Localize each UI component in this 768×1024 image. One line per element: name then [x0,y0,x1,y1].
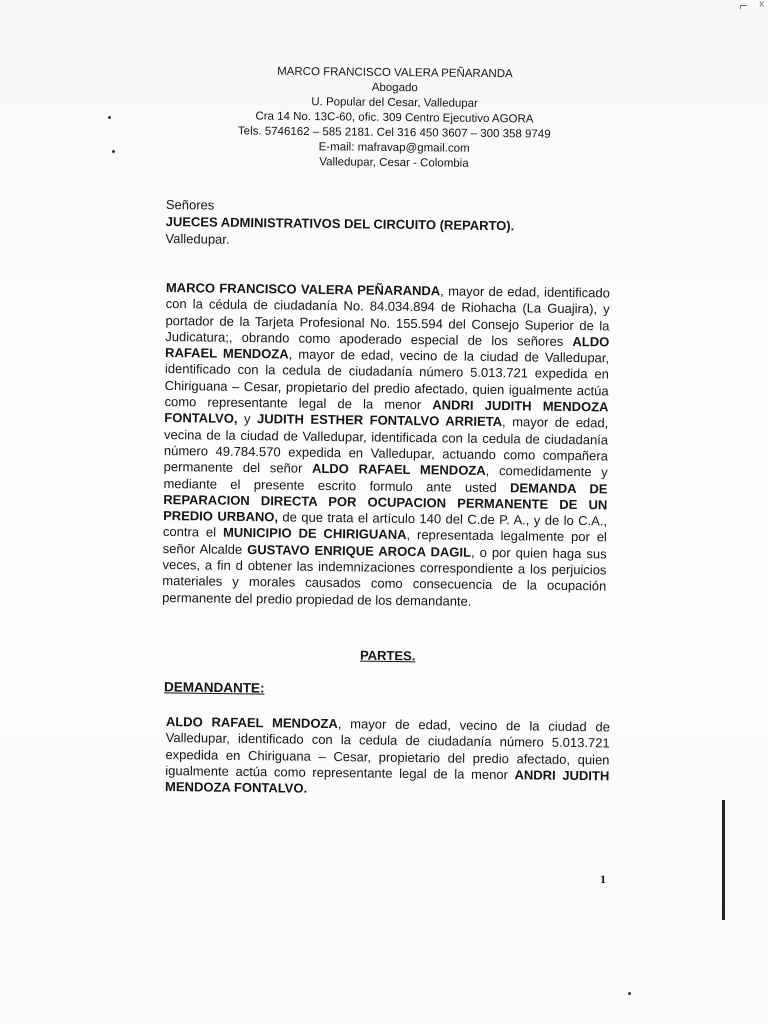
partes-heading: PARTES. [359,647,416,664]
scan-speck [108,116,111,119]
addressee-city: Valledupar. [165,230,230,247]
demandante-paragraph [165,714,610,801]
text-run: , mayor de edad, vecino de la ciudad de Valledupar, identificado con la cedula de ciudadanía número 5.013.721 expedida en Chiriguana – Cesar, propietario del predio afectado, quien igualmente actúa como representante legal de la menor [164,346,610,413]
bold-text-run: DEMANDA DE REPARACION DIRECTA POR OCUPACION PERMANENTE DE UN PREDIO URBANO, [163,479,608,525]
letterhead-title: Abogado [371,81,418,95]
text-run: , mayor de edad, vecino de la ciudad de Valledupar, identificado con la cedula de ciudadanía número 5.013.721 expedida en Chiriguana – Cesar, propietario del predio afectado, quien igualmente actúa como representante legal de la menor [165,716,610,783]
bold-text-run: ALDO RAFAEL MENDOZA [165,714,338,732]
addressee-block [165,196,610,252]
scan-edge-bar [722,800,725,920]
text-run: , o por quien haga sus veces, a fin d obtener las indemnizaciones correspondiente a los perjuicios materiales y morales causados como consecuencia de la ocupación permanente del predio propiedad de los demandante. [162,544,607,609]
demandante-text [165,714,610,801]
letterhead-city: Valledupar, Cesar - Colombia [319,156,469,170]
bold-text-run: ALDO RAFAEL MENDOZA [165,333,610,362]
letterhead [229,64,560,172]
text-run: y [243,411,258,427]
letterhead-phones: Tels. 5746162 – 585 2181. Cel 316 450 3607 – 300 358 9749 [237,125,551,141]
edge-mark: ⌐ ˣ [739,0,768,13]
court-name: JUECES ADMINISTRATIVOS DEL CIRCUITO (REPARTO). [165,213,515,234]
bold-text-run: MARCO FRANCISCO VALERA PEÑARANDA [165,280,441,299]
letterhead-address: Cra 14 No. 13C-60, ofic. 309 Centro Ejecutivo AGORA [255,110,534,126]
bold-text-run: ANDRI JUDITH MENDOZA FONTALVO. [165,767,610,796]
letterhead-university: U. Popular del Cesar, Valledupar [311,96,478,110]
intro-text [162,280,610,611]
page-number: 1 [600,872,606,886]
bold-text-run: JUDITH ESTHER FONTALVO ARRIETA [256,411,503,430]
bold-text-run: GUSTAVO ENRIQUE AROCA DAGIL [247,541,472,560]
scan-speck [112,150,115,153]
scan-speck [628,992,631,995]
text-run: , mayor de edad, vecina de la ciudad de Valledupar, identificada con la cedula de ciudadanía número 49.784.570 expedida en Valledupar, actuando como compañera permanente del señor [163,414,609,477]
salutation: Señores [165,196,215,213]
text-run: de que trata el artículo 140 del C.de P. A., y de lo C.A., contra el [162,509,608,541]
letterhead-name: MARCO FRANCISCO VALERA PEÑARANDA [277,65,513,81]
bold-text-run: MUNICIPIO DE CHIRIGUANA [222,525,407,543]
bold-text-run: ALDO RAFAEL MENDOZA [311,461,486,479]
bold-text-run: ANDRI JUDITH MENDOZA FONTALVO, [164,397,609,427]
text-run: , representada legalmente por el señor Alcalde [162,527,607,557]
text-run: , mayor de edad, identificado con la cédula de ciudadanía No. 84.034.894 de Riohacha (La Guajira), y portador de la Tarjeta Profesional No. 155.594 del Consejo Superior de la Judicatura;, obrando como apoderado especial de los señores [165,283,610,349]
intro-paragraph [162,280,610,611]
demandante-heading: DEMANDANTE: [163,679,265,696]
text-run: , comedidamente y mediante el presente escrito formulo ante usted [163,463,608,495]
letterhead-email: E-mail: mafravap@gmail.com [318,141,470,155]
